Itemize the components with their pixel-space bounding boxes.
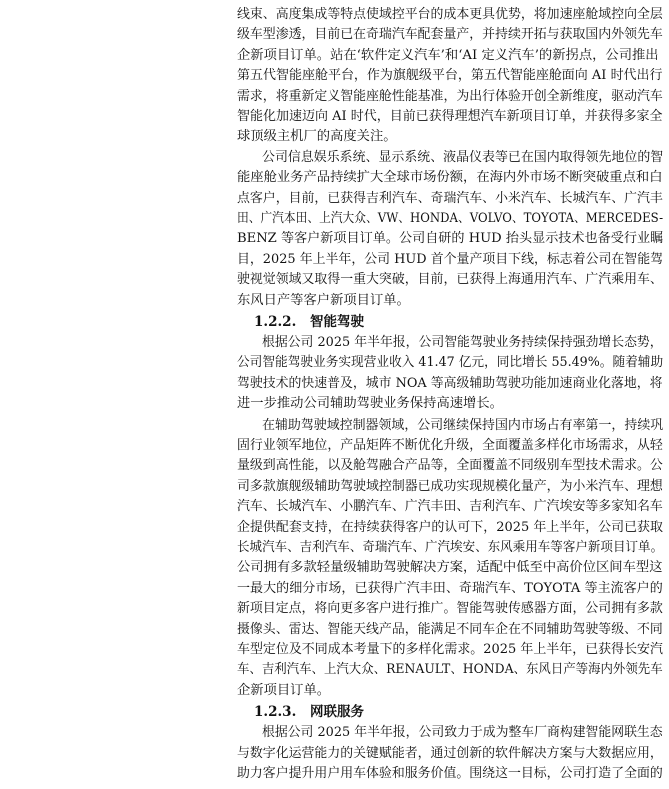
text-line: 司多款旗舰级辅助驾驶域控制器已成功实现规模化量产，为小米汽车、理想 — [237, 478, 663, 494]
section-heading-intelligent-driving — [254, 312, 364, 332]
text-line: 球顶级主机厂的高度关注。 — [237, 129, 397, 145]
text-line: 进一步推动公司辅助驾驶业务保持高速增长。 — [237, 396, 503, 412]
text-line: 公司拥有多款轻量级辅助驾驶解决方案，适配中低至中高价位区间车型这 — [237, 560, 663, 576]
text-line: 公司信息娱乐系统、显示系统、液晶仪表等已在国内取得领先地位的智 — [262, 149, 664, 165]
text-line: 根据公司 2025 年半年报，公司智能驾驶业务持续保持强劲增长态势， — [262, 335, 663, 351]
text-line: 级车型渗透，目前已在奇瑞汽车配套量产，并持续开拓与获取国内外领先车 — [237, 27, 663, 43]
text-line: 汽车、长城汽车、小鹏汽车、广汽丰田、吉利汽车、广汽埃安等多家知名车 — [237, 499, 663, 515]
text-line: 根据公司 2025 年半年报，公司致力于成为整车厂商构建智能网联生态 — [262, 725, 663, 741]
text-line: 助力客户提升用户用车体验和服务价值。围绕这一目标，公司打造了全面的 — [237, 766, 663, 781]
text-line: 在辅助驾驶域控制器领域，公司继续保持国内市场占有率第一，持续巩 — [262, 417, 664, 433]
text-line: 驶视觉领域又取得一重大突破，目前，已获得上海通用汽车、广汽乘用车、 — [237, 272, 663, 288]
section-title: 网联服务 — [310, 703, 364, 720]
text-line: 长城汽车、吉利汽车、奇瑞汽车、广汽埃安、东风乘用车等客户新项目订单。 — [237, 539, 664, 555]
section-number: 1.2.2. — [254, 313, 297, 330]
text-line: 第五代智能座舱平台，作为旗舰级平台，第五代智能座舱面向 AI 时代出行 — [237, 68, 663, 84]
section-title: 智能驾驶 — [310, 313, 364, 330]
text-line: 点客户，目前，已获得吉利汽车、奇瑞汽车、小米汽车、长城汽车、广汽丰 — [237, 190, 663, 206]
text-line: 东风日产等客户新项目订单。 — [237, 292, 410, 308]
text-line: 车型定位及不同成本考量下的多样化需求。2025 年上半年，已获得长安汽 — [237, 641, 663, 657]
section-heading-connected-services — [254, 702, 364, 722]
text-line: 新项目定点，将向更多客户进行推广。智能驾驶传感器方面，公司拥有多款 — [237, 601, 663, 617]
text-line: BENZ 等客户新项目订单。公司自研的 HUD 抬头显示技术也备受行业瞩 — [237, 231, 664, 247]
text-line: 与数字化运营能力的关键赋能者，通过创新的软件解决方案与大数据应用， — [237, 745, 663, 761]
text-line: 车、吉利汽车、上汽大众、RENAULT、HONDA、东风日产等海内外领先车 — [237, 662, 663, 678]
text-line: 量级到高性能，以及舱驾融合产品等，全面覆盖不同级别车型技术需求。公 — [237, 458, 663, 474]
section-number: 1.2.3. — [254, 703, 297, 720]
text-line: 固行业领军地位，产品矩阵不断优化升级，全面覆盖多样化市场需求，从轻 — [237, 437, 663, 453]
text-line: 需求，将重新定义智能座舱性能基准，为出行体验开创全新维度，驱动汽车 — [237, 88, 663, 104]
text-line: 目，2025 年上半年，公司 HUD 首个量产项目下线，标志着公司在智能驾 — [237, 251, 664, 267]
text-line: 驾驶技术的快速普及，城市 NOA 等高级辅助驾驶功能加速商业化落地，将 — [237, 375, 663, 391]
text-line: 田、广汽本田、上汽大众、VW、HONDA、VOLVO、TOYOTA、MERCEDES- — [237, 210, 664, 226]
text-line: 智能化加速迈向 AI 时代，目前已获得理想汽车新项目订单，并获得多家全 — [237, 108, 663, 124]
text-line: 摄像头、雷达、智能天线产品，能满足不同车企在不同辅助驾驶等级、不同 — [237, 621, 663, 637]
text-line: 公司智能驾驶业务实现营业收入 41.47 亿元，同比增长 55.49%。随着辅助 — [237, 355, 664, 371]
text-line: 一最大的细分市场，已获得广汽丰田、奇瑞汽车、TOYOTA 等主流客户的 — [237, 580, 663, 596]
text-line: 线束、高度集成等特点使域控平台的成本更具优势，将加速座舱域控向全层 — [237, 7, 663, 22]
text-line: 企提供配套支持，在持续获得客户的认可下，2025 年上半年，公司已获取 — [237, 519, 663, 535]
text-line: 能座舱业务产品持续扩大全球市场份额，在海内外市场不断突破重点和白 — [237, 170, 663, 186]
text-line: 企新项目订单。站在‘软件定义汽车’和‘AI 定义汽车’的新拐点，公司推出 — [237, 47, 659, 63]
text-line: 企新项目订单。 — [237, 682, 331, 698]
